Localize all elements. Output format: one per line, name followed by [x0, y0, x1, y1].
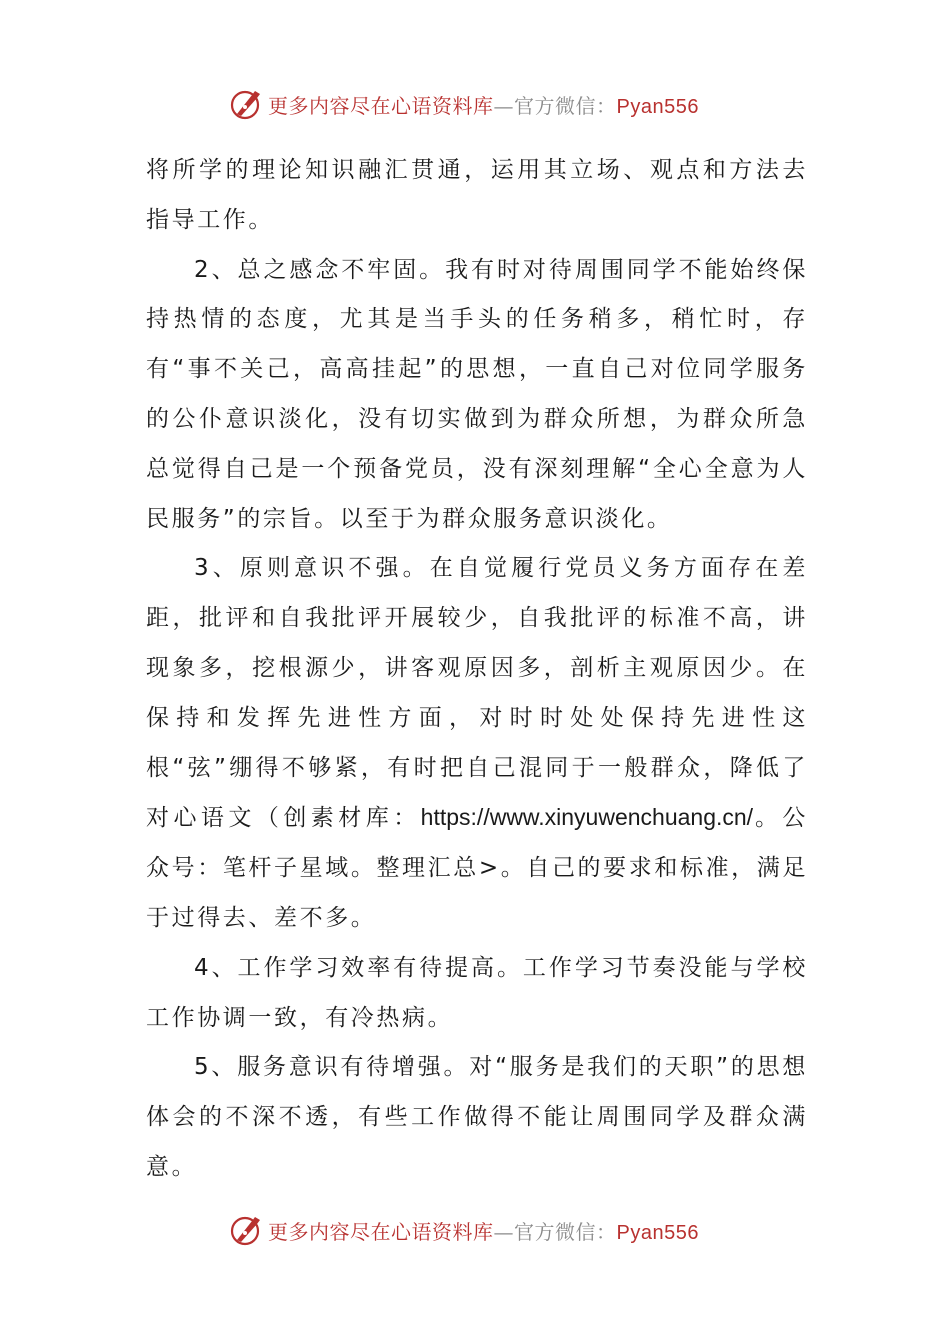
banner-separator: — — [493, 93, 514, 118]
footer-watermark-banner — [228, 1210, 699, 1250]
pen-nib-logo-icon — [228, 86, 264, 122]
paragraph-item-4: 4、工作学习效率有待提高。工作学习节奏没能与学校工作协调一致，有冷热病。 — [146, 954, 808, 1031]
banner-separator: — — [493, 1219, 514, 1244]
paragraph-item-3 — [146, 544, 808, 943]
paragraph-continuation: 将所学的理论知识融汇贯通，运用其立场、观点和方法去指导工作。 — [146, 157, 808, 233]
banner-text — [268, 1216, 699, 1245]
banner-text — [268, 90, 699, 119]
paragraph-item-5: 5、服务意识有待增强。对“服务是我们的天职”的思想体会的不深不透，有些工作做得不能让周围同学及群众满意。 — [146, 1054, 808, 1180]
pen-nib-logo-icon — [228, 1212, 264, 1248]
banner-title: 更多内容尽在心语资料库 — [268, 93, 494, 118]
header-watermark-banner — [228, 84, 699, 124]
banner-official-label: 官方微信： — [514, 1219, 617, 1244]
document-body — [146, 146, 808, 1193]
paragraph-item-3-text-after: 。公众号：笔杆子星域。整理汇总>。自己的要求和标准，满足于过得去、差不多。 — [146, 805, 809, 931]
source-url-link[interactable]: https://www.xinyuwenchuang.cn/ — [420, 804, 754, 831]
banner-official-label: 官方微信： — [514, 93, 617, 118]
banner-title: 更多内容尽在心语资料库 — [268, 1219, 494, 1244]
paragraph-item-2: 2、总之感念不牢固。我有时对待周围同学不能始终保持热情的态度，尤其是当手头的任务稍多，稍忙时，存有“事不关己，高高挂起”的思想，一直自己对位同学服务的公仆意识淡化，没有切实做到为群众所想，为群众所急总觉得自己是一个预备党员，没有深刻理解“全心全意为人民服务”的宗旨。以至于为群众服务意识淡化。 — [146, 256, 808, 532]
banner-wechat-id: Pyan556 — [616, 95, 699, 118]
paragraph-item-3-text-before: 3、原则意识不强。在自觉履行党员义务方面存在差距，批评和自我批评开展较少，自我批评的标准不高，讲现象多，挖根源少，讲客观原因多，剖析主观原因少。在保持和发挥先进性方面，对时时处处保持先进性这根“弦”绷得不够紧，有时把自己混同于一般群众，降低了对心语文（创素材库： — [146, 555, 808, 832]
banner-wechat-id: Pyan556 — [616, 1221, 699, 1244]
